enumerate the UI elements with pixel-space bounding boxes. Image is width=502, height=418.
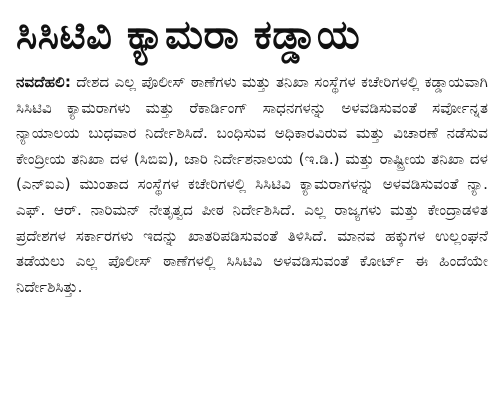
- article-dateline: ನವದೆಹಲಿ:: [16, 73, 71, 91]
- article-headline: ಸಿಸಿಟಿವಿ ಕ್ಯಾಮರಾ ಕಡ್ಡಾಯ: [16, 12, 361, 58]
- article-body-text: ದೇಶದ ಎಲ್ಲ ಪೊಲೀಸ್ ಠಾಣೆಗಳು ಮತ್ತು ತನಿಖಾ ಸಂಸ್ಥೆಗಳ ಕಚೇರಿಗಳಲ್ಲಿ ಕಡ್ಡಾಯವಾಗಿ ಸಿಸಿಟಿವಿ ಕ್ಯಾಮರಾಗಳು ಮತ್ತು ರೆಕಾರ್ಡಿಂಗ್ ಸಾಧನಗಳನ್ನು ಅಳವಡಿಸುವಂತೆ ಸರ್ವೋನ್ನತ ನ್ಯಾಯಾಲಯ ಬುಧವಾರ ನಿರ್ದೇಶಿಸಿದೆ. ಬಂಧಿಸುವ ಅಧಿಕಾರವಿರುವ ಮತ್ತು ವಿಚಾರಣೆ ನಡೆಸುವ ಕೇಂದ್ರೀಯ ತನಿಖಾ ದಳ (ಸಿಬಿಐ), ಜಾರಿ ನಿರ್ದೇಶನಾಲಯ (ಇ.ಡಿ.) ಮತ್ತು ರಾಷ್ಟ್ರೀಯ ತನಿಖಾ ದಳ (ಎನ್ಐಎ) ಮುಂತಾದ ಸಂಸ್ಥೆಗಳ ಕಚೇರಿಗಳಲ್ಲಿ ಸಿಸಿಟಿವಿ ಕ್ಯಾಮರಾಗಳನ್ನು ಅಳವಡಿಸುವಂತೆ ನ್ಯಾ. ಎಫ್. ಆರ್. ನಾರಿಮನ್ ನೇತೃತ್ವದ ಪೀಠ ನಿರ್ದೇಶಿಸಿದೆ. ಎಲ್ಲ ರಾಜ್ಯಗಳು ಮತ್ತು ಕೇಂದ್ರಾಡಳಿತ ಪ್ರದೇಶಗಳ ಸರ್ಕಾರಗಳು ಇದನ್ನು ಖಾತರಿಪಡಿಸುವಂತೆ ತಿಳಿಸಿದೆ. ಮಾನವ ಹಕ್ಕುಗಳ ಉಲ್ಲಂಘನೆ ತಡೆಯಲು ಎಲ್ಲ ಪೊಲೀಸ್ ಠಾಣೆಗಳಲ್ಲಿ ಸಿಸಿಟಿವಿ ಅಳವಡಿಸುವಂತೆ ಕೋರ್ಟ್ ಈ ಹಿಂದೆಯೇ ನಿರ್ದೇಶಿಸಿತ್ತು.: [16, 73, 488, 296]
- article-body: [16, 70, 488, 300]
